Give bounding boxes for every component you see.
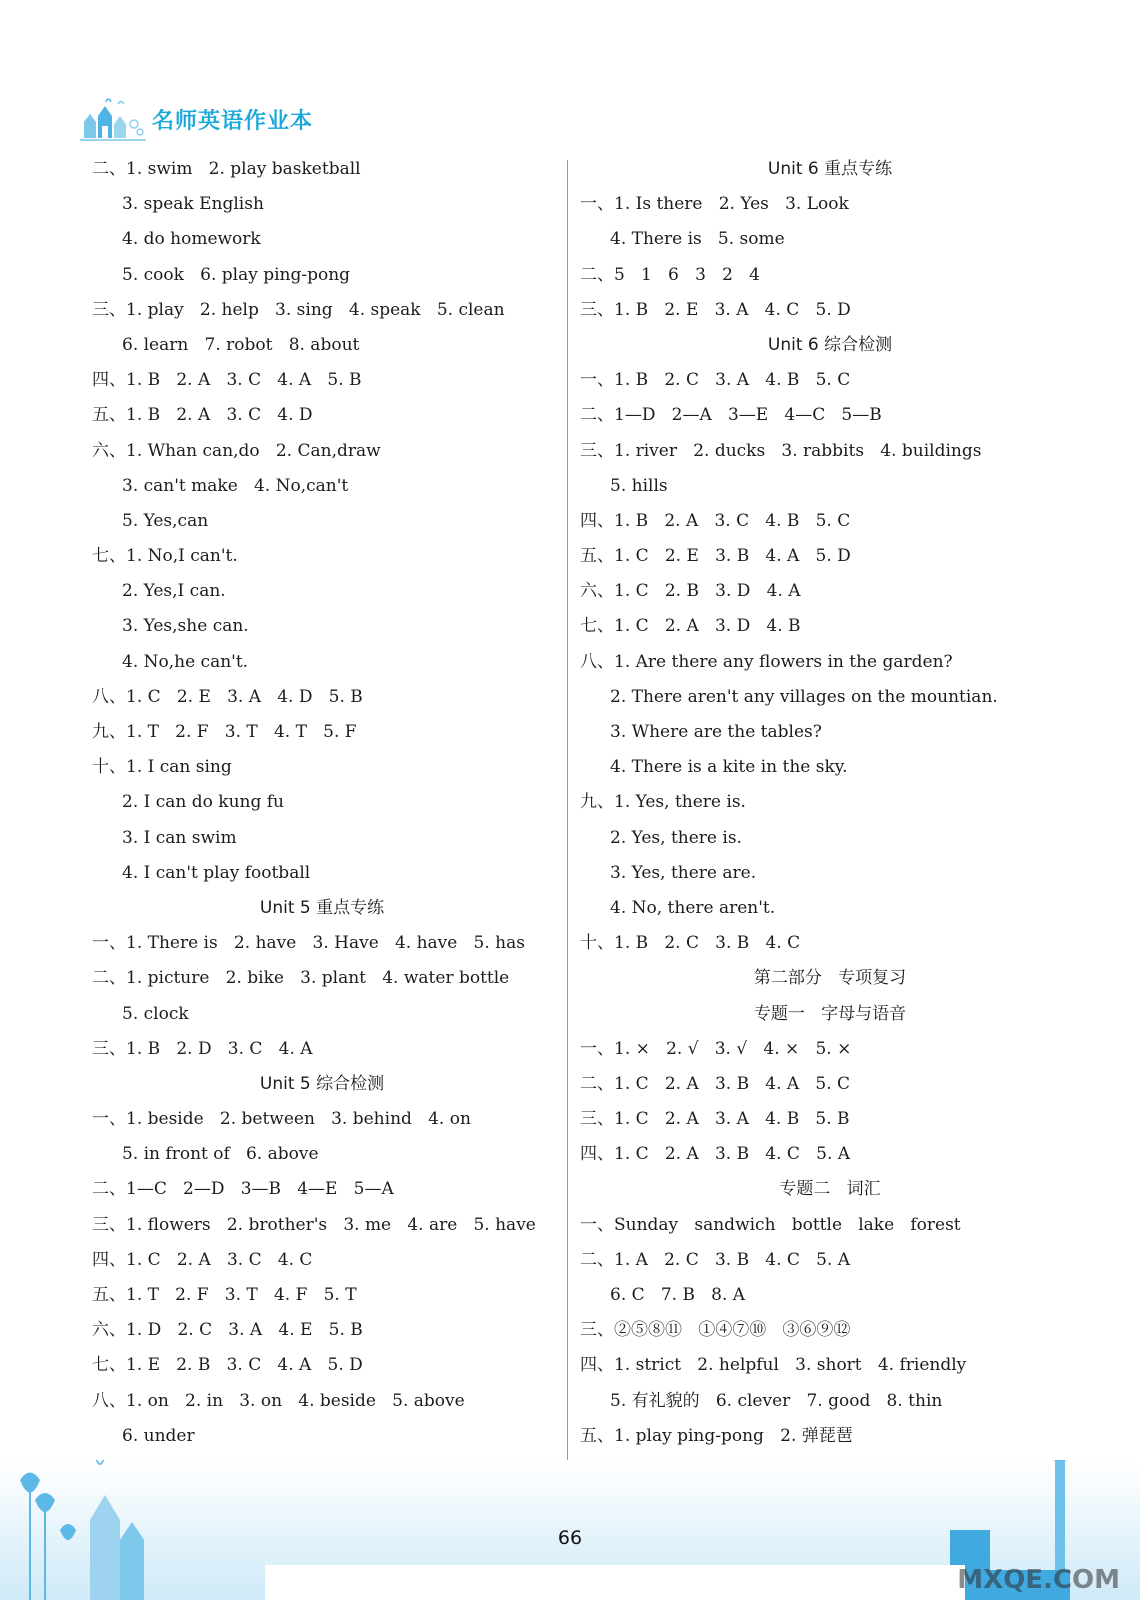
answer-line: 4. There is 5. some xyxy=(610,229,785,250)
answer-line: 七、1. C 2. A 3. D 4. B xyxy=(580,616,801,637)
answer-line: 三、1. C 2. A 3. A 4. B 5. B xyxy=(580,1109,850,1130)
answer-line: 三、②⑤⑧⑪ ①④⑦⑩ ③⑥⑨⑫ xyxy=(580,1320,851,1341)
answer-line: 三、1. B 2. E 3. A 4. C 5. D xyxy=(580,299,851,320)
answer-line: 一、1. beside 2. between 3. behind 4. on xyxy=(92,1109,471,1130)
answer-line: 七、1. No,I can't. xyxy=(92,546,238,567)
answer-line: 二、1—C 2—D 3—B 4—E 5—A xyxy=(92,1179,394,1200)
section-heading: 专题一 字母与语音 xyxy=(753,1003,907,1024)
answer-line: 十、1. I can sing xyxy=(92,757,232,778)
answer-column-left xyxy=(92,152,552,1489)
answer-line: 四、1. B 2. A 3. C 4. B 5. C xyxy=(580,510,851,531)
answer-line: 四、1. B 2. A 3. C 4. A 5. B xyxy=(92,370,362,391)
answer-line: 八、1. C 2. E 3. A 4. D 5. B xyxy=(92,686,363,707)
answer-line: 三、1. play 2. help 3. sing 4. speak 5. clean xyxy=(92,299,505,320)
answer-line: 七、1. E 2. B 3. C 4. A 5. D xyxy=(92,1355,363,1376)
answer-line: 3. speak English xyxy=(122,194,264,215)
section-heading: Unit 6 重点专练 xyxy=(767,159,893,179)
answer-line: 3. Yes,she can. xyxy=(122,616,249,637)
section-heading: 第二部分 专项复习 xyxy=(753,968,907,989)
answer-line: 3. I can swim xyxy=(122,827,237,848)
answer-line: 6. C 7. B 8. A xyxy=(610,1285,746,1305)
answer-line: 四、1. C 2. A 3. C 4. C xyxy=(92,1249,313,1270)
answer-line: 八、1. on 2. in 3. on 4. beside 5. above xyxy=(92,1390,465,1411)
answer-line: 6. learn 7. robot 8. about xyxy=(122,334,360,355)
answer-line: 九、1. T 2. F 3. T 4. T 5. F xyxy=(92,722,357,742)
footer-band xyxy=(265,1565,965,1600)
answer-line: 5. clock xyxy=(122,1003,189,1024)
header-brand xyxy=(78,94,313,144)
answer-line: 五、1. C 2. E 3. B 4. A 5. D xyxy=(580,546,851,567)
answer-line: 5. Yes,can xyxy=(122,510,209,531)
answer-line: 一、Sunday sandwich bottle lake forest xyxy=(580,1214,961,1235)
answer-line: 3. Where are the tables? xyxy=(610,722,822,742)
answer-line: 二、1. A 2. C 3. B 4. C 5. A xyxy=(580,1249,851,1270)
section-heading: Unit 6 综合检测 xyxy=(767,334,893,355)
answer-line: 2. Yes,I can. xyxy=(122,581,226,602)
answer-line: 2. Yes, there is. xyxy=(610,827,742,848)
answer-line: 三、1. river 2. ducks 3. rabbits 4. buildings xyxy=(580,440,982,461)
watermark-text: MXQE.COM xyxy=(957,1565,1120,1595)
watermark-logo xyxy=(890,1510,1130,1595)
answer-line: 3. can't make 4. No,can't xyxy=(122,475,349,496)
answer-line: 二、1—D 2—A 3—E 4—C 5—B xyxy=(580,405,882,426)
answer-line: 4. There is a kite in the sky. xyxy=(610,757,848,778)
section-heading: Unit 5 综合检测 xyxy=(259,1073,385,1094)
answer-line: 五、1. T 2. F 3. T 4. F 5. T xyxy=(92,1285,357,1305)
answer-line: 5. 有礼貌的 6. clever 7. good 8. thin xyxy=(610,1390,943,1411)
answer-line: 六、1. C 2. B 3. D 4. A xyxy=(580,581,801,602)
book-title: 名师英语作业本 xyxy=(152,108,314,134)
answer-line: 6. under xyxy=(122,1425,195,1446)
answer-line: 一、1. × 2. √ 3. √ 4. × 5. × xyxy=(580,1038,852,1059)
answer-line: 一、1. There is 2. have 3. Have 4. have 5. has xyxy=(92,933,525,954)
answer-line: 二、5 1 6 3 2 4 xyxy=(580,264,760,285)
answer-line: 4. No, there aren't. xyxy=(610,897,776,918)
answer-line: 二、1. picture 2. bike 3. plant 4. water bottle xyxy=(92,968,510,989)
answer-line: 5. hills xyxy=(610,475,668,496)
answer-line: 2. I can do kung fu xyxy=(122,792,284,813)
answer-line: 四、1. C 2. A 3. B 4. C 5. A xyxy=(580,1144,851,1165)
section-heading: Unit 5 重点专练 xyxy=(259,897,385,918)
answer-line: 六、1. Whan can,do 2. Can,draw xyxy=(92,440,381,461)
answer-line: 五、1. B 2. A 3. C 4. D xyxy=(92,405,313,426)
answer-line: 一、1. B 2. C 3. A 4. B 5. C xyxy=(580,370,851,391)
answer-line: 四、1. strict 2. helpful 3. short 4. friendly xyxy=(580,1355,967,1376)
answer-line: 4. No,he can't. xyxy=(122,651,249,672)
answer-line: 4. I can't play football xyxy=(122,862,311,883)
answer-column-right xyxy=(580,152,1080,1489)
castle-icon xyxy=(78,94,148,144)
page-number: 66 xyxy=(557,1527,583,1549)
answer-line: 3. Yes, there are. xyxy=(610,862,757,883)
section-heading: 专题二 词汇 xyxy=(779,1179,881,1200)
answer-line: 八、1. Are there any flowers in the garden? xyxy=(580,651,953,672)
answer-line: 九、1. Yes, there is. xyxy=(580,792,746,813)
answer-line: 5. cook 6. play ping-pong xyxy=(122,264,351,285)
answer-line: 五、1. play ping-pong 2. 弹琵琶 xyxy=(580,1425,853,1446)
answer-line: 一、1. Is there 2. Yes 3. Look xyxy=(580,194,849,215)
answer-line: 5. in front of 6. above xyxy=(122,1144,319,1165)
answer-line: 三、1. B 2. D 3. C 4. A xyxy=(92,1038,313,1059)
answer-line: 二、1. swim 2. play basketball xyxy=(92,159,361,179)
answer-line: 2. There aren't any villages on the mountian. xyxy=(610,686,998,707)
answer-line: 六、1. D 2. C 3. A 4. E 5. B xyxy=(92,1320,363,1341)
answer-line: 三、1. flowers 2. brother's 3. me 4. are 5. have xyxy=(92,1214,536,1235)
answer-line: 十、1. B 2. C 3. B 4. C xyxy=(580,933,801,954)
column-divider xyxy=(567,160,568,1480)
answer-line: 4. do homework xyxy=(122,229,261,250)
answer-line: 二、1. C 2. A 3. B 4. A 5. C xyxy=(580,1073,851,1094)
